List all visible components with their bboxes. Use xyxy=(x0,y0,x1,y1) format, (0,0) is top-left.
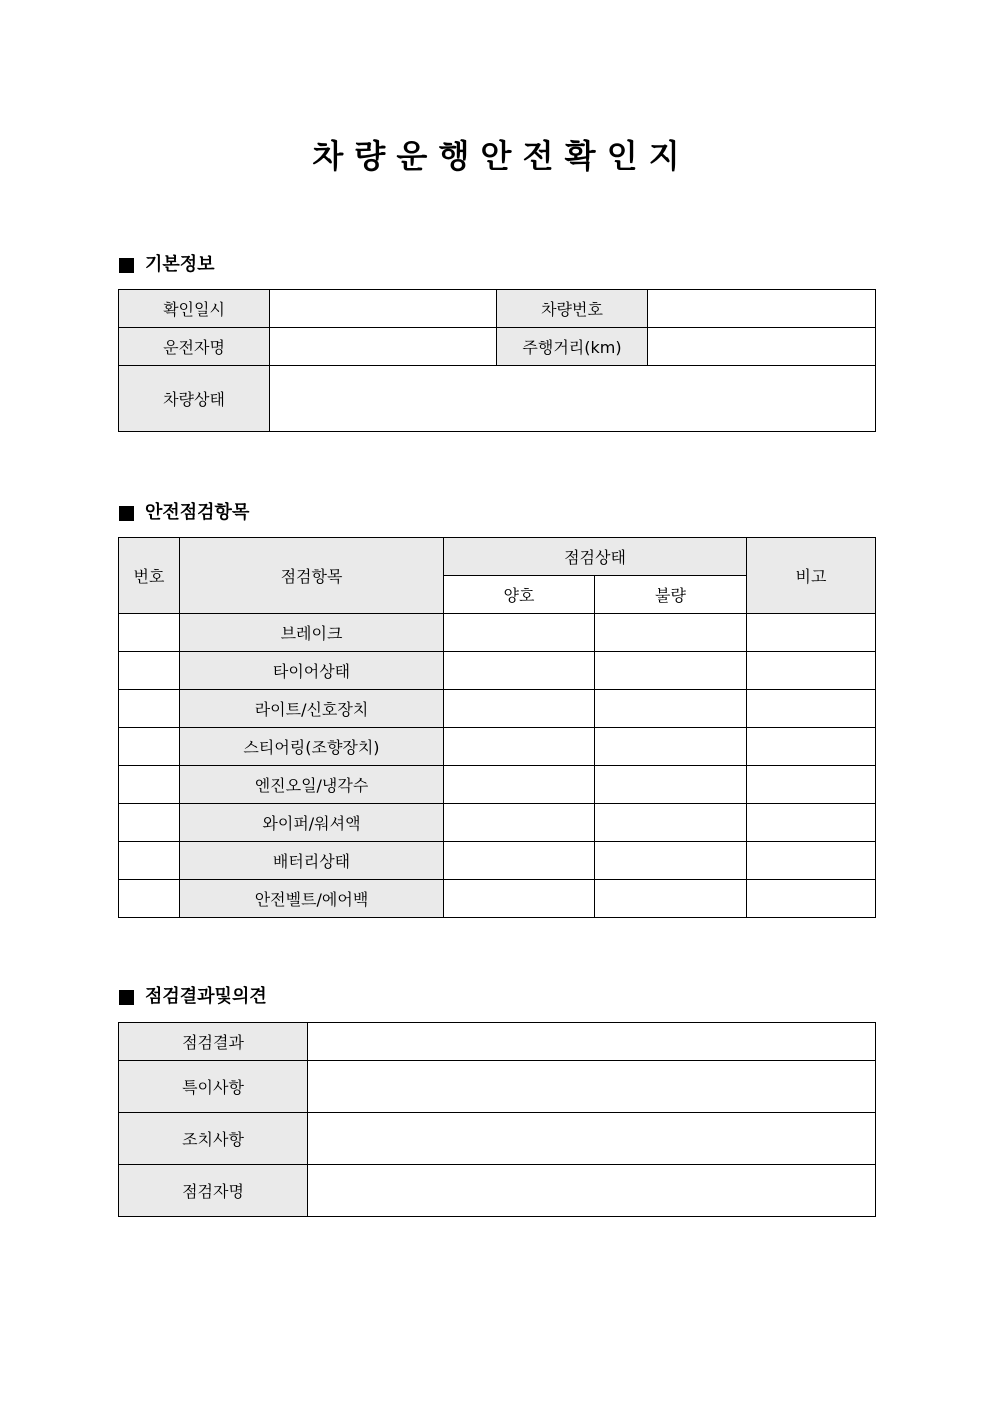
actions-field[interactable] xyxy=(308,1113,876,1165)
check-item-label: 와이퍼/워셔액 xyxy=(180,804,444,842)
number-cell[interactable] xyxy=(119,690,180,728)
good-cell[interactable] xyxy=(444,766,595,804)
item-column-header: 점검항목 xyxy=(180,538,444,614)
table-row xyxy=(119,804,876,842)
remarks-cell[interactable] xyxy=(747,652,876,690)
section-heading-safety-check xyxy=(119,501,249,525)
mileage-label: 주행거리(km) xyxy=(497,328,648,366)
number-cell[interactable] xyxy=(119,728,180,766)
table-row xyxy=(119,766,876,804)
table-row xyxy=(119,652,876,690)
remarks-cell[interactable] xyxy=(747,728,876,766)
table-header-row xyxy=(119,538,876,576)
table-row xyxy=(119,690,876,728)
section-heading-text: 안전점검항목 xyxy=(145,502,250,523)
check-item-label: 배터리상태 xyxy=(180,842,444,880)
good-cell[interactable] xyxy=(444,842,595,880)
good-cell[interactable] xyxy=(444,614,595,652)
section-heading-result xyxy=(119,985,267,1009)
good-cell[interactable] xyxy=(444,880,595,918)
notes-field[interactable] xyxy=(308,1061,876,1113)
bad-cell[interactable] xyxy=(595,728,747,766)
square-bullet-icon xyxy=(119,506,134,521)
square-bullet-icon xyxy=(119,258,134,273)
table-row xyxy=(119,1023,876,1061)
table-row xyxy=(119,366,876,432)
inspector-label: 점검자명 xyxy=(119,1165,308,1217)
section-heading-basic-info xyxy=(119,253,215,277)
check-item-label: 안전벨트/에어백 xyxy=(180,880,444,918)
remarks-column-header: 비고 xyxy=(747,538,876,614)
bad-cell[interactable] xyxy=(595,614,747,652)
table-row xyxy=(119,880,876,918)
notes-label: 특이사항 xyxy=(119,1061,308,1113)
remarks-cell[interactable] xyxy=(747,614,876,652)
check-item-label: 브레이크 xyxy=(180,614,444,652)
good-cell[interactable] xyxy=(444,652,595,690)
check-date-field[interactable] xyxy=(270,290,497,328)
good-cell[interactable] xyxy=(444,804,595,842)
remarks-cell[interactable] xyxy=(747,842,876,880)
check-date-label: 확인일시 xyxy=(119,290,270,328)
number-cell[interactable] xyxy=(119,614,180,652)
good-column-header: 양호 xyxy=(444,576,595,614)
bad-cell[interactable] xyxy=(595,880,747,918)
actions-label: 조치사항 xyxy=(119,1113,308,1165)
remarks-cell[interactable] xyxy=(747,880,876,918)
result-table xyxy=(118,1022,876,1217)
inspector-field[interactable] xyxy=(308,1165,876,1217)
check-item-label: 엔진오일/냉각수 xyxy=(180,766,444,804)
table-row xyxy=(119,1113,876,1165)
driver-name-label: 운전자명 xyxy=(119,328,270,366)
basic-info-table xyxy=(118,289,876,432)
remarks-cell[interactable] xyxy=(747,690,876,728)
section-heading-text: 점검결과및의견 xyxy=(145,986,267,1007)
vehicle-number-label: 차량번호 xyxy=(497,290,648,328)
table-row xyxy=(119,1061,876,1113)
good-cell[interactable] xyxy=(444,690,595,728)
table-row xyxy=(119,728,876,766)
check-item-label: 타이어상태 xyxy=(180,652,444,690)
status-column-header: 점검상태 xyxy=(444,538,747,576)
number-cell[interactable] xyxy=(119,804,180,842)
result-label: 점검결과 xyxy=(119,1023,308,1061)
section-heading-text: 기본정보 xyxy=(145,254,215,275)
number-cell[interactable] xyxy=(119,766,180,804)
check-item-label: 스티어링(조향장치) xyxy=(180,728,444,766)
table-row xyxy=(119,1165,876,1217)
table-row xyxy=(119,614,876,652)
driver-name-field[interactable] xyxy=(270,328,497,366)
number-cell[interactable] xyxy=(119,880,180,918)
number-cell[interactable] xyxy=(119,842,180,880)
bad-column-header: 불량 xyxy=(595,576,747,614)
document-title: 차 량 운 행 안 전 확 인 지 xyxy=(312,137,680,175)
bad-cell[interactable] xyxy=(595,652,747,690)
good-cell[interactable] xyxy=(444,728,595,766)
number-column-header: 번호 xyxy=(119,538,180,614)
check-item-label: 라이트/신호장치 xyxy=(180,690,444,728)
number-cell[interactable] xyxy=(119,652,180,690)
table-row xyxy=(119,842,876,880)
square-bullet-icon xyxy=(119,990,134,1005)
mileage-field[interactable] xyxy=(648,328,876,366)
vehicle-condition-label: 차량상태 xyxy=(119,366,270,432)
vehicle-number-field[interactable] xyxy=(648,290,876,328)
bad-cell[interactable] xyxy=(595,690,747,728)
bad-cell[interactable] xyxy=(595,842,747,880)
bad-cell[interactable] xyxy=(595,766,747,804)
remarks-cell[interactable] xyxy=(747,804,876,842)
remarks-cell[interactable] xyxy=(747,766,876,804)
bad-cell[interactable] xyxy=(595,804,747,842)
result-field[interactable] xyxy=(308,1023,876,1061)
table-row xyxy=(119,290,876,328)
safety-check-table xyxy=(118,537,876,918)
table-row xyxy=(119,328,876,366)
vehicle-condition-field[interactable] xyxy=(270,366,876,432)
